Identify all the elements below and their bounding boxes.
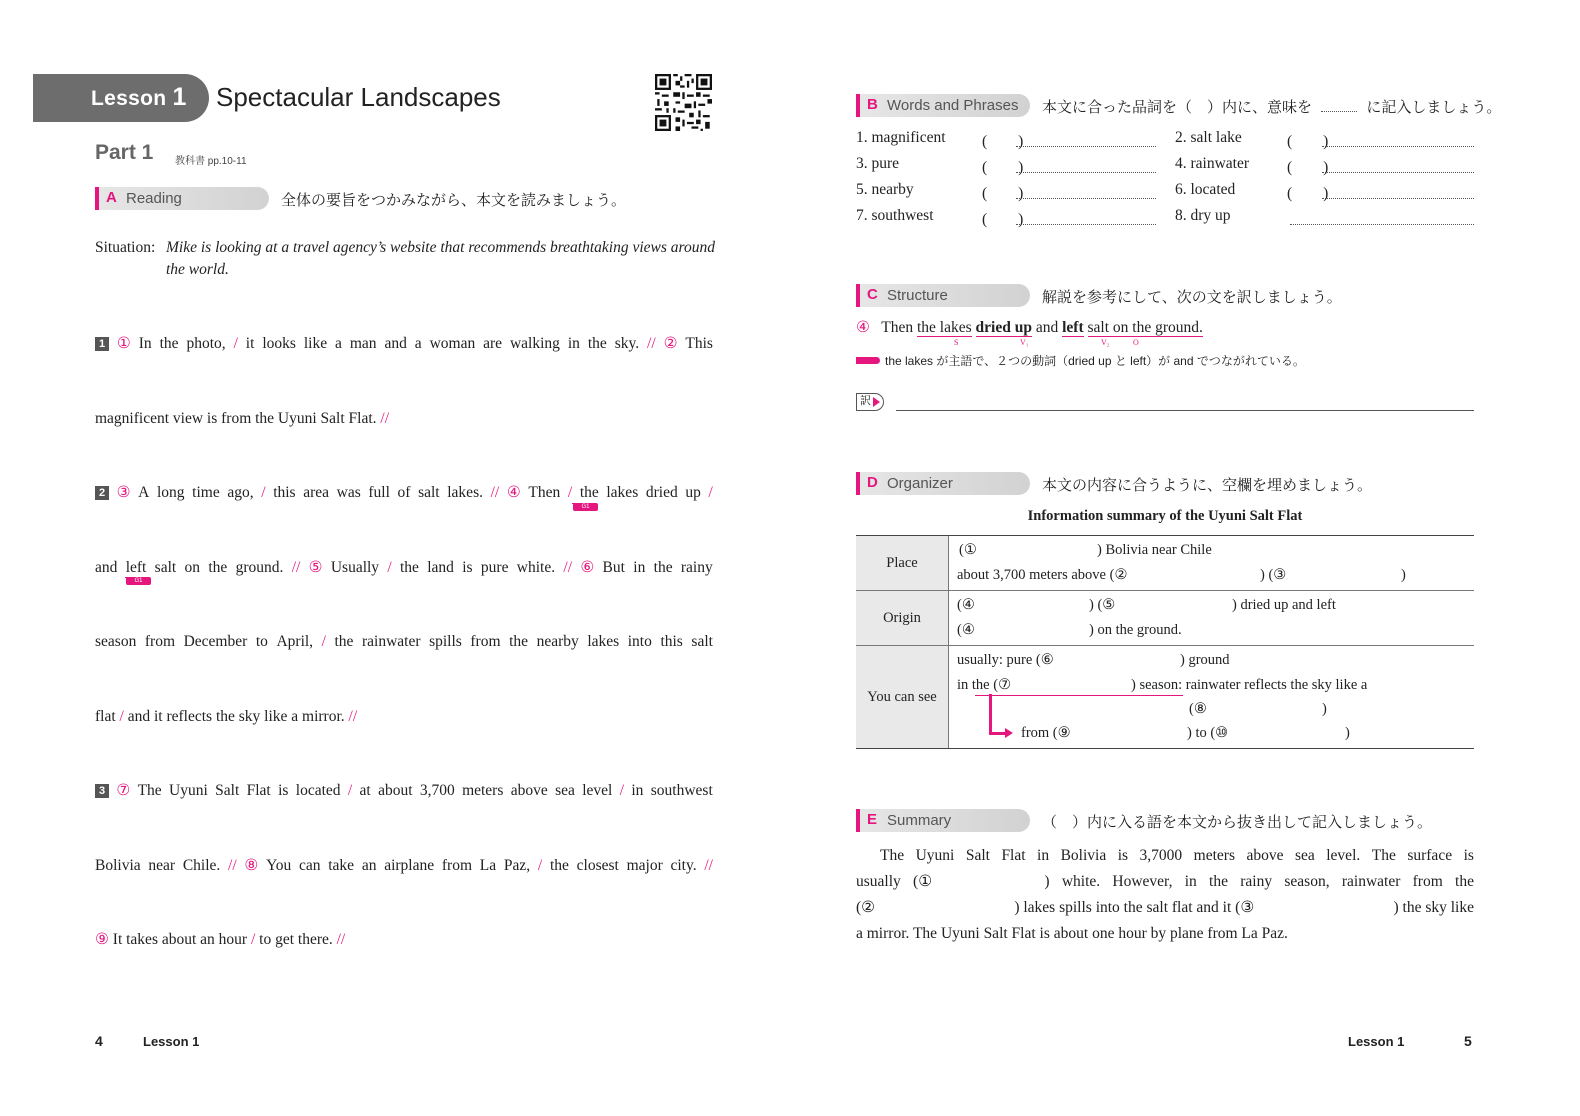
lesson-number: 1 (172, 83, 187, 111)
summary-blank-3[interactable]: ) lakes spills into the salt flat and it (③ (1014, 899, 1255, 916)
blank-10[interactable]: ) to (⑩ (1187, 725, 1229, 741)
pos-blank[interactable]: ( ) (982, 211, 1024, 228)
double-slash-marker: // (704, 857, 713, 874)
note-text: the lakes が主語で、２つの動詞（dried up と left）が and でつながれている。 (885, 354, 1305, 368)
arrow-connector (989, 694, 992, 734)
organizer-text: ) (1345, 725, 1350, 741)
lesson-banner (33, 74, 209, 122)
section-e-label: Summary (887, 812, 952, 829)
sentence-number: ⑥ (580, 559, 595, 576)
reading-line-8: Bolivia near Chile. // ⑧ You can take an airplane from La Paz, / the closest major city. // (95, 857, 713, 874)
blank-1[interactable]: (① (959, 542, 977, 558)
summary-line-2: usually (① ) white. However, in the rainy season, rainwater from the (856, 869, 1474, 895)
slash-marker: / (567, 484, 573, 501)
section-b-label: Words and Phrases (887, 97, 1019, 114)
instruction-text: 本文に合った品詞を（ ）内に、意味を (1042, 99, 1313, 116)
pos-blank[interactable]: ( ) (982, 185, 1024, 202)
label-s: S (954, 338, 959, 347)
blank-6[interactable]: usually: pure (⑥ (957, 652, 1054, 668)
reading-text: flat (95, 708, 116, 725)
paragraph-number: 3 (95, 784, 109, 798)
slash-marker: / (708, 484, 713, 501)
sentence-number: ⑨ (95, 931, 109, 948)
footer-lesson-left: Lesson 1 (143, 1034, 200, 1049)
slash-marker: / (321, 633, 326, 650)
row-header: Origin (856, 591, 949, 645)
section-a-label: Reading (126, 190, 182, 207)
section-c-instruction: 解説を参考にして、次の文を訳しましょう。 (1042, 289, 1342, 306)
reading-text: and it reflects the sky like a mirror. (127, 708, 345, 725)
double-slash-marker: // (348, 708, 358, 725)
reading-text: the (579, 484, 599, 501)
note-marker (856, 357, 880, 364)
qr-code-icon[interactable] (655, 74, 712, 131)
label-v2: V₂ (1101, 338, 1110, 347)
meaning-blank[interactable] (1290, 224, 1474, 225)
organizer-row-origin (856, 591, 1474, 646)
pos-blank[interactable]: ( ) (1287, 133, 1329, 150)
organizer-text: ) (1322, 701, 1327, 717)
paragraph-number: 2 (95, 486, 109, 500)
blank-7[interactable]: in the (⑦ (957, 677, 1012, 693)
meaning-blank[interactable] (1322, 146, 1474, 147)
section-a-header (95, 187, 269, 210)
word-item: 4. rainwater (1175, 155, 1250, 172)
structure-word: and (1035, 319, 1059, 336)
word-item: 5. nearby (856, 181, 914, 198)
summary-line-4: a mirror. The Uyuni Salt Flat is about one hour by plane from La Paz. (856, 925, 1288, 942)
double-slash-marker: // (380, 410, 390, 427)
sentence-number: ⑧ (244, 857, 259, 874)
reading-text: and (95, 559, 118, 576)
slash-marker: / (619, 782, 625, 799)
meaning-blank[interactable] (1016, 224, 1156, 225)
slash-marker: / (233, 335, 238, 352)
organizer-table (856, 535, 1474, 749)
meaning-blank[interactable] (1322, 172, 1474, 173)
section-c-label: Structure (887, 287, 948, 304)
lesson-title: Spectacular Landscapes (216, 82, 501, 112)
summary-line-1: The Uyuni Salt Flat in Bolivia is 3,7000 meters above sea level. The surface is (880, 847, 1474, 864)
sentence-number: ② (663, 335, 678, 352)
organizer-text: ) ground (1180, 652, 1230, 668)
situation-text: Mike is looking at a travel agency’s website that recommends breathtaking views around the world. (166, 239, 716, 278)
reading-line-9 (95, 930, 713, 950)
label-v1: V₁ (1020, 338, 1029, 347)
blank-8[interactable]: (⑧ (1189, 701, 1207, 717)
reading-text: Then (528, 484, 561, 501)
section-a-instruction: 全体の要旨をつかみながら、本文を読みましょう。 (281, 192, 627, 209)
summary-paragraph (856, 843, 1474, 947)
arrow-icon (873, 397, 880, 407)
reading-text: This (685, 335, 713, 352)
blank-2[interactable]: about 3,700 meters above (② (957, 567, 1128, 583)
blank-3[interactable]: ) (③ (1260, 567, 1287, 583)
section-a-letter: A (106, 189, 117, 206)
reading-line-7: 3 ⑦ The Uyuni Salt Flat is located / at about 3,700 meters above sea level / in southwest (95, 781, 713, 801)
slash-marker: / (347, 782, 353, 799)
blank-4[interactable]: (④ (957, 597, 975, 613)
section-e-letter: E (867, 811, 878, 828)
section-b-header (856, 94, 1030, 117)
page-number-left: 4 (95, 1033, 103, 1049)
meaning-blank[interactable] (1322, 198, 1474, 199)
pos-blank[interactable]: ( ) (1287, 185, 1329, 202)
organizer-row-you-can-see (856, 646, 1474, 748)
organizer-text: ) dried up and left (1232, 597, 1336, 613)
section-d-header (856, 472, 1030, 495)
section-c-letter: C (867, 286, 878, 303)
part-heading: Part 1 (95, 141, 154, 164)
lesson-label: Lesson (91, 87, 167, 110)
sentence-number: ④ (856, 319, 870, 336)
section-e-header (856, 809, 1030, 832)
slash-marker: / (387, 559, 392, 576)
reading-text: It takes about an hour (112, 931, 248, 948)
label-o: O (1133, 338, 1139, 347)
sentence-number: ⑤ (308, 559, 323, 576)
reading-text: Usually (330, 559, 380, 576)
reading-line-2 (95, 409, 713, 429)
grammar-tag-g1: G1 (126, 577, 151, 585)
meaning-blank[interactable] (1016, 198, 1156, 199)
blank-9[interactable]: from (⑨ (1021, 725, 1071, 741)
meaning-blank[interactable] (1016, 172, 1156, 173)
reading-line-4: and left salt on the ground. // ⑤ Usually / the land is pure white. // ⑥ But in the rainy (95, 559, 713, 576)
slash-marker: / (119, 708, 124, 725)
summary-blank-1[interactable]: (① (913, 873, 933, 890)
structure-subject: the lakes (917, 319, 972, 336)
organizer-text: ) season: rainwater reflects the sky like a (1131, 677, 1368, 693)
word-item: 3. pure (856, 155, 900, 172)
arrow-connector (989, 732, 1005, 735)
word-item: 6. located (1175, 181, 1236, 198)
row-header: Place (856, 536, 949, 590)
word-item: 1. magnificent (856, 129, 946, 146)
double-slash-marker: // (563, 559, 573, 576)
slash-marker: / (261, 484, 266, 501)
sentence-number: ① (116, 335, 131, 352)
section-b-instruction (1042, 96, 1501, 117)
structure-verb-1: dried up (975, 319, 1032, 336)
structure-object: salt on the ground. (1087, 319, 1203, 336)
pos-blank[interactable]: ( ) (1287, 159, 1329, 176)
structure-sentence (856, 318, 1203, 337)
double-slash-marker: // (336, 931, 346, 948)
pos-blank[interactable]: ( ) (982, 133, 1024, 150)
sentence-number: ③ (116, 484, 131, 501)
textbook-page-ref: 教科書 pp.10-11 (175, 156, 247, 167)
meaning-blank[interactable] (1016, 146, 1156, 147)
double-slash-marker: // (490, 484, 500, 501)
reading-line-1: 1 ① In the photo, / it looks like a man and a woman are walking in the sky. // ② This (95, 334, 713, 354)
page-number-right: 5 (1464, 1033, 1472, 1049)
footer-lesson-right: Lesson 1 (1348, 1034, 1405, 1049)
season-underline (975, 695, 1183, 696)
word-item: 2. salt lake (1175, 129, 1242, 146)
instruction-text: に記入しましょう。 (1366, 99, 1502, 116)
blank-4-repeat[interactable]: (④ (957, 622, 975, 638)
double-slash-marker: // (291, 559, 301, 576)
slash-marker: / (250, 931, 256, 948)
reading-line-5: season from December to April, / the rainwater spills from the nearby lakes into this salt (95, 633, 713, 650)
section-d-label: Organizer (887, 475, 953, 492)
paragraph-number: 1 (95, 337, 109, 351)
translation-icon (856, 393, 884, 411)
word-item: 7. southwest (856, 207, 934, 224)
section-d-instruction: 本文の内容に合うように、空欄を埋めましょう。 (1042, 477, 1373, 494)
summary-line-3: (② ) lakes spills into the salt flat and it (③ ) the sky like (856, 895, 1474, 921)
double-slash-marker: // (647, 335, 656, 352)
translation-label: 訳 (860, 395, 871, 407)
slash-marker: / (537, 857, 543, 874)
organizer-text: ) Bolivia near Chile (1097, 542, 1212, 558)
structure-note (856, 352, 1305, 369)
organizer-text: ) on the ground. (1089, 622, 1182, 638)
structure-verb-2: left (1062, 319, 1084, 336)
reading-text: magnificent view is from the Uyuni Salt Flat. (95, 410, 377, 427)
situation-label: Situation: (95, 239, 156, 256)
reading-text: to get there. (259, 931, 333, 948)
word-item: 8. dry up (1175, 207, 1231, 224)
organizer-row-place (856, 536, 1474, 591)
reading-line-3: 2 ③ A long time ago, / this area was full of salt lakes. // ④ Then / the lakes dried up / (95, 483, 713, 503)
reading-line-6 (95, 707, 713, 727)
blank-5[interactable]: ) (⑤ (1089, 597, 1116, 613)
organizer-text: ) (1401, 567, 1406, 583)
organizer-table-title: Information summary of the Uyuni Salt Flat (1027, 508, 1303, 524)
sentence-number: ④ (506, 484, 521, 501)
arrow-right-icon (1005, 728, 1013, 738)
sentence-number: ⑦ (116, 782, 131, 799)
summary-blank-2[interactable]: (② (856, 899, 876, 916)
dotted-blank-sample (1321, 111, 1357, 112)
translation-answer-line[interactable] (896, 410, 1474, 411)
row-header: You can see (856, 646, 949, 748)
section-c-header (856, 284, 1030, 307)
section-b-letter: B (867, 96, 878, 113)
pos-blank[interactable]: ( ) (982, 159, 1024, 176)
reading-text: left (125, 559, 147, 576)
structure-word: Then (881, 319, 914, 336)
double-slash-marker: // (228, 857, 237, 874)
section-d-letter: D (867, 474, 878, 491)
section-e-instruction: （ ）内に入る語を本文から抜き出して記入しましょう。 (1042, 814, 1433, 831)
grammar-tag-g1: G1 (573, 503, 598, 511)
